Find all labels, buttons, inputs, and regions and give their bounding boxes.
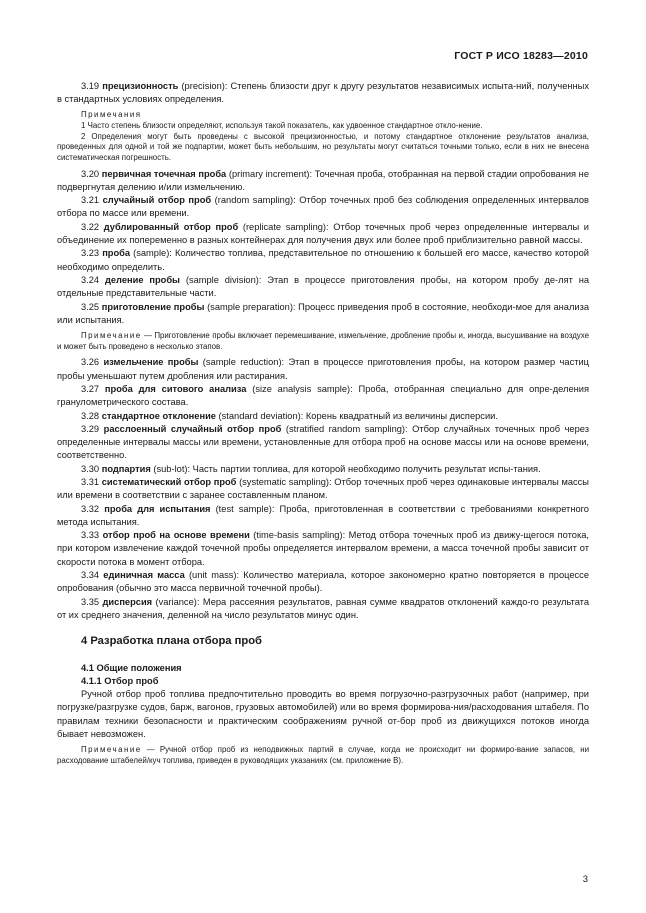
page-number: 3 — [582, 874, 588, 885]
definition-3-26: 3.26 измельчение пробы (sample reduction): Этап в процессе приготовления пробы, на котором размер частиц пробы уменьшают путем дробления или растирания. — [57, 357, 589, 381]
definition-3-32: 3.32 проба для испытания (test sample): Проба, приготовленная в соответствии с требованиями конкретного метода испытания. — [57, 503, 589, 527]
definition-3-35: 3.35 дисперсия (variance): Мера рассеяния результатов, равная сумме квадратов отклонений каждо-го результата от их среднего значения, деленной на число результатов минус один. — [57, 596, 589, 620]
subsection-4-1-title: 4.1 Общие положения — [81, 662, 182, 673]
definition-3-24: 3.24 деление пробы (sample division): Этап в процессе приготовления пробы, на котором пробу де-лят на отдельные представительные части. — [57, 274, 589, 299]
definition-3-29: 3.29 расслоенный случайный отбор проб (stratified random sampling): Отбор случайных точечных проб через определенные интервалы массы или времени, установленные для отбора проб на основе массы или на основе времени, соответственно. — [57, 423, 589, 461]
definition-3-25: 3.25 приготовление пробы (sample preparation): Процесс приведения проб в состояние, необходи-мое для анализа или испытания. — [57, 301, 590, 325]
subsection-4-1-1-title: 4.1.1 Отбор проб — [81, 675, 159, 686]
definition-3-21: 3.21 случайный отбор проб (random sampling): Отбор точечных проб без соблюдения определенных интервалов отбора по массе или времени. — [57, 195, 589, 219]
definition-3-23: 3.23 проба (sample): Количество топлива, представительное по отношению к большей его массе, качество которой необходимо определить. — [57, 248, 589, 272]
note-item: 1 Часто степень близости определяют, используя такой показатель, как удвоенное стандартное откло-нение. — [81, 121, 483, 131]
definition-3-22: 3.22 дублированный отбор проб (replicate sampling): Отбор точечных проб через определенные интервалы и объединение их попеременно в разных контейнерах для получения двух или более проб приблизительно равной массы. — [57, 221, 589, 246]
page-content — [57, 80, 589, 767]
definition-3-28: 3.28 стандартное отклонение (standard deviation): Корень квадратный из величины дисперсии. — [81, 410, 498, 421]
definition-3-31: 3.31 систематический отбор проб (systematic sampling): Отбор точечных проб через одинаковые интервалы массы или времени в соответствии с заранее составленным планом. — [57, 476, 589, 501]
definition-3-20: 3.20 первичная точечная проба (primary increment): Точечная проба, отобранная на первой стадии опробования не подвергнутая делению и/или измельчению. — [57, 168, 589, 192]
section-4-paragraph: Ручной отбор проб топлива предпочтительно проводить во время погрузочно-разгрузочных работ (например, при погрузке/разгрузке судов, барж, вагонов, грузовых автомобилей) или во время формирова-ния/расходования штабеля. По правилам техники безопасности и практическим соображениям ручной от-бор проб из движущихся потоков иногда бывает невозможен. — [57, 689, 589, 740]
definition-3-27: 3.27 проба для ситового анализа (size analysis sample): Проба, отобранная специально для опре-деления гранулометрического состава. — [57, 383, 589, 408]
definition-3-33: 3.33 отбор проб на основе времени (time-basis sampling): Метод отбора точечных проб из движу-щегося потока, при котором извлечение каждой точечной пробы определяется интервалом времени, а масса точечной пробы зависит от скорости потока в момент отбора. — [57, 530, 589, 567]
section-4-title: 4 Разработка плана отбора проб — [81, 635, 262, 648]
document-header: ГОСТ Р ИСО 18283—2010 — [454, 50, 588, 62]
note-item: 2 Определения могут быть проведены с высокой прецизионностью, и потому стандартное отклонение результатов анализа, проведенных для одной и той же подпартии, может быть небольшим, но результаты могут считаться точными только, если в них не внесена систематическая погрешность. — [57, 131, 589, 162]
note-manual-sampling: Примечание — Ручной отбор проб из неподвижных партий в случае, когда не происходит ни формиро-вание запасов, ни расходование штабелей/куч топлива, приведен в руководящих указаниях (см. приложение В). — [57, 745, 589, 765]
notes-heading: Примечания — [81, 109, 142, 119]
definition-3-19: 3.19 прецизионность (precision): Степень близости друг к другу результатов независимых испыта-ний, полученных в стандартных условиях определения. — [57, 81, 589, 105]
note-sample-preparation: Примечание — Приготовление пробы включает перемешивание, измельчение, дробление пробы и, иногда, высушивание на воздухе и может быть проведено в несколько этапов. — [57, 331, 589, 351]
definition-3-34: 3.34 единичная масса (unit mass): Количество материала, которое закономерно кратно повторяется в процессе опробования (обычно это масса первичной точечной пробы). — [57, 570, 589, 594]
definition-3-30: 3.30 подпартия (sub-lot): Часть партии топлива, для которой необходимо получить результат испы-тания. — [81, 463, 541, 474]
